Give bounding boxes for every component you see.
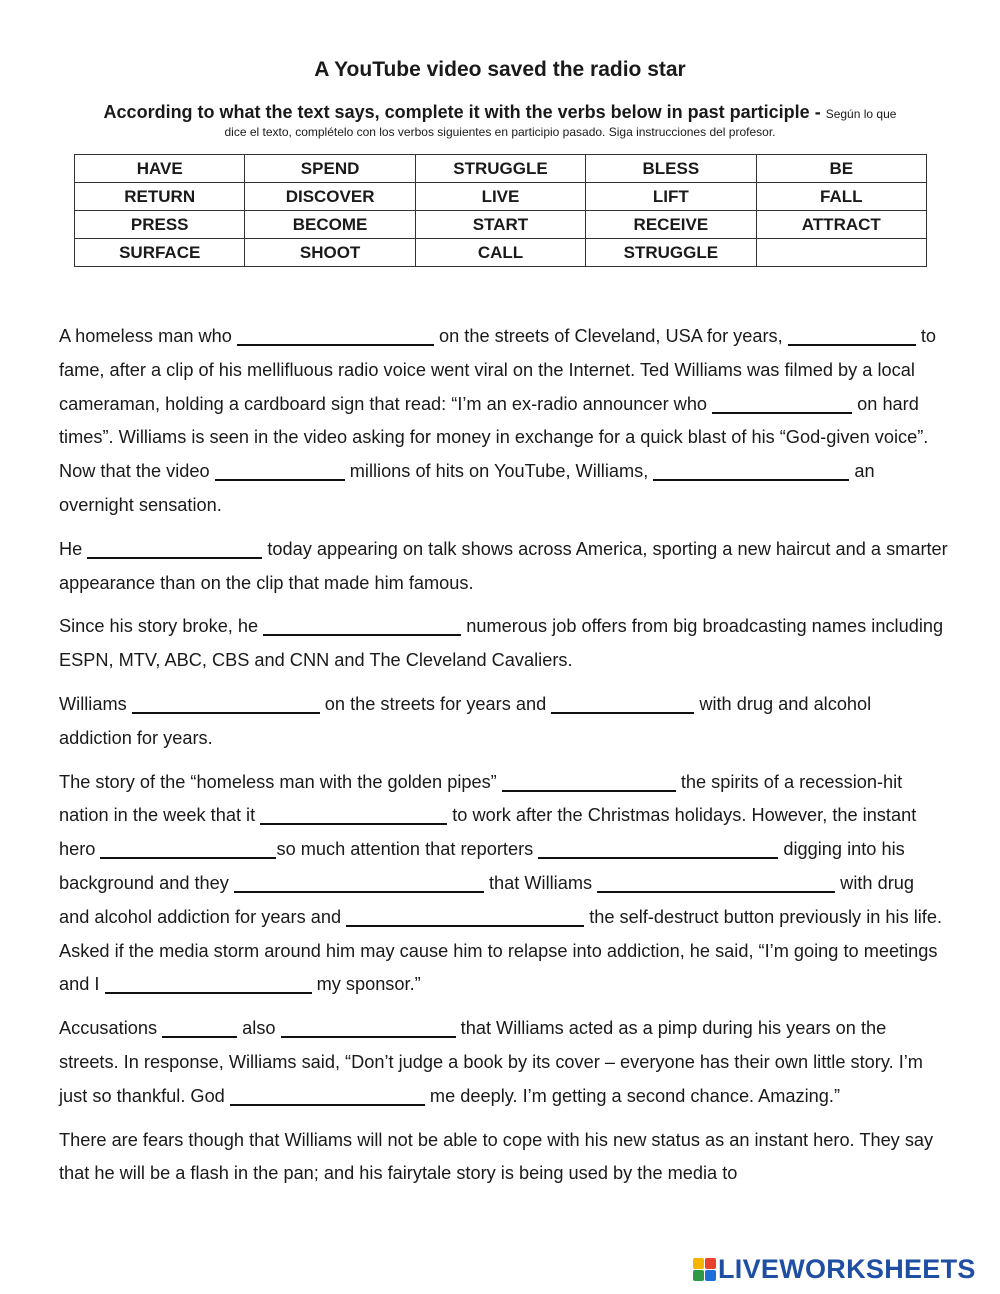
text-segment: that Williams acted as a pimp during his years on the streets. In response, Williams said, “Don’t judge a book by its cover – everyone has their own little story. I’m just so thankful. God — [59, 1018, 923, 1106]
verb-cell: RETURN — [75, 183, 245, 211]
text-segment: A homeless man who — [59, 326, 237, 346]
text-segment: to fame, after a clip of his mellifluous radio voice went viral on the Internet. Ted Williams was filmed by a local cameraman, holding a cardboard sign that read: “I’m an ex-radio announcer who — [59, 326, 936, 414]
verb-cell: HAVE — [75, 155, 245, 183]
text-segment: The story of the “homeless man with the golden pipes” — [59, 771, 502, 792]
verb-cell: RECEIVE — [586, 211, 756, 239]
answer-blank[interactable] — [502, 771, 676, 792]
text-segment: an overnight sensation. — [59, 461, 875, 515]
answer-blank[interactable] — [237, 325, 434, 346]
text-segment: Since his story broke, he — [59, 616, 264, 637]
verb-row — [75, 239, 927, 267]
answer-blank[interactable] — [260, 804, 447, 825]
answer-blank[interactable] — [162, 1017, 237, 1038]
text-segment: He — [59, 538, 88, 559]
text-segment: with drug and alcohol addiction for years and — [59, 872, 914, 927]
paragraph — [59, 688, 949, 756]
text-segment: today appearing on talk shows across America, sporting a new haircut and a smarter appearance than on the clip that made him famous. — [59, 538, 948, 593]
answer-blank[interactable] — [230, 1085, 425, 1106]
text-segment: with drug and alcohol addiction for years. — [59, 693, 872, 748]
verb-cell: DISCOVER — [245, 183, 415, 211]
answer-blank[interactable] — [538, 838, 778, 859]
text-segment: so much attention that reporters — [276, 839, 539, 860]
verb-cell: BECOME — [245, 211, 415, 239]
answer-blank[interactable] — [653, 460, 849, 481]
answer-blank[interactable] — [597, 872, 835, 893]
text-segment: Accusations — [59, 1018, 163, 1039]
answer-blank[interactable] — [234, 872, 484, 893]
verb-cell: START — [415, 211, 585, 239]
instructions-main: According to what the text says, complete it with the verbs below in past participle - — [103, 102, 821, 122]
liveworksheets-logo-icon — [693, 1258, 716, 1281]
answer-blank[interactable] — [132, 693, 320, 714]
worksheet-text — [59, 320, 949, 1201]
text-segment: digging into his background and they — [59, 839, 905, 893]
instructions — [60, 102, 940, 140]
verb-row — [75, 211, 927, 239]
answer-blank[interactable] — [346, 906, 584, 927]
paragraph — [59, 1124, 949, 1192]
page-title: A YouTube video saved the radio star — [314, 58, 686, 81]
verb-cell: STRUGGLE — [586, 239, 756, 267]
answer-blank[interactable] — [215, 460, 345, 481]
verb-cell: ATTRACT — [756, 211, 926, 239]
text-segment: to work after the Christmas holidays. However, the instant hero — [59, 805, 917, 860]
verb-cell: PRESS — [75, 211, 245, 239]
verb-cell — [756, 239, 926, 267]
paragraph — [59, 320, 949, 523]
answer-blank[interactable] — [263, 615, 461, 636]
verb-row — [75, 183, 927, 211]
answer-blank[interactable] — [788, 325, 916, 346]
answer-blank[interactable] — [281, 1017, 456, 1038]
text-segment: on the streets for years and — [319, 693, 552, 714]
verb-cell: SHOOT — [245, 239, 415, 267]
answer-blank[interactable] — [551, 693, 694, 714]
answer-blank[interactable] — [105, 973, 312, 994]
text-segment: also — [237, 1018, 281, 1039]
verb-cell: SURFACE — [75, 239, 245, 267]
verb-cell: STRUGGLE — [415, 155, 585, 183]
paragraph — [59, 533, 949, 601]
verb-cell: FALL — [756, 183, 926, 211]
verb-cell: LIVE — [415, 183, 585, 211]
text-segment: that Williams — [483, 872, 598, 893]
verb-cell: BLESS — [586, 155, 756, 183]
answer-blank[interactable] — [87, 538, 262, 559]
text-segment: numerous job offers from big broadcasting names including ESPN, MTV, ABC, CBS and CNN and The Cleveland Cavaliers. — [59, 616, 944, 671]
verb-cell: LIFT — [586, 183, 756, 211]
answer-blank[interactable] — [712, 393, 852, 414]
text-segment: millions of hits on YouTube, Williams, — [344, 461, 654, 482]
text-segment: Williams — [59, 693, 132, 714]
text-segment: on the streets of Cleveland, USA for years, — [433, 326, 788, 346]
paragraph — [59, 610, 949, 678]
instructions-spanish-a: Según lo que — [825, 107, 897, 121]
logo-text: LIVEWORKSHEETS — [718, 1253, 976, 1284]
liveworksheets-logo — [693, 1254, 976, 1284]
verb-cell: CALL — [415, 239, 585, 267]
text-segment: There are fears though that Williams will not be able to cope with his new status as an instant hero. They say that he will be a flash in the pan; and his fairytale story is being used by the media to — [59, 1129, 934, 1184]
paragraph — [59, 1012, 949, 1113]
text-segment: on hard times”. Williams is seen in the video asking for money in exchange for a quick blast of his “God-given voice”. Now that the video — [59, 393, 929, 482]
instructions-spanish-b: dice el texto, complételo con los verbos siguientes en participio pasado. Siga instrucciones del profesor. — [224, 125, 776, 139]
verb-cell: SPEND — [245, 155, 415, 183]
verb-cell: BE — [756, 155, 926, 183]
verb-bank-table — [74, 154, 927, 267]
text-segment: the spirits of a recession-hit nation in the week that it — [59, 771, 903, 826]
answer-blank[interactable] — [100, 838, 276, 859]
text-segment: me deeply. I’m getting a second chance. Amazing.” — [424, 1085, 841, 1106]
verb-row — [75, 155, 927, 183]
paragraph — [59, 766, 949, 1003]
text-segment: my sponsor.” — [311, 974, 421, 995]
text-segment: the self-destruct button previously in his life. Asked if the media storm around him may cause him to relapse into addiction, he said, “I’m going to meetings and I — [59, 906, 943, 995]
